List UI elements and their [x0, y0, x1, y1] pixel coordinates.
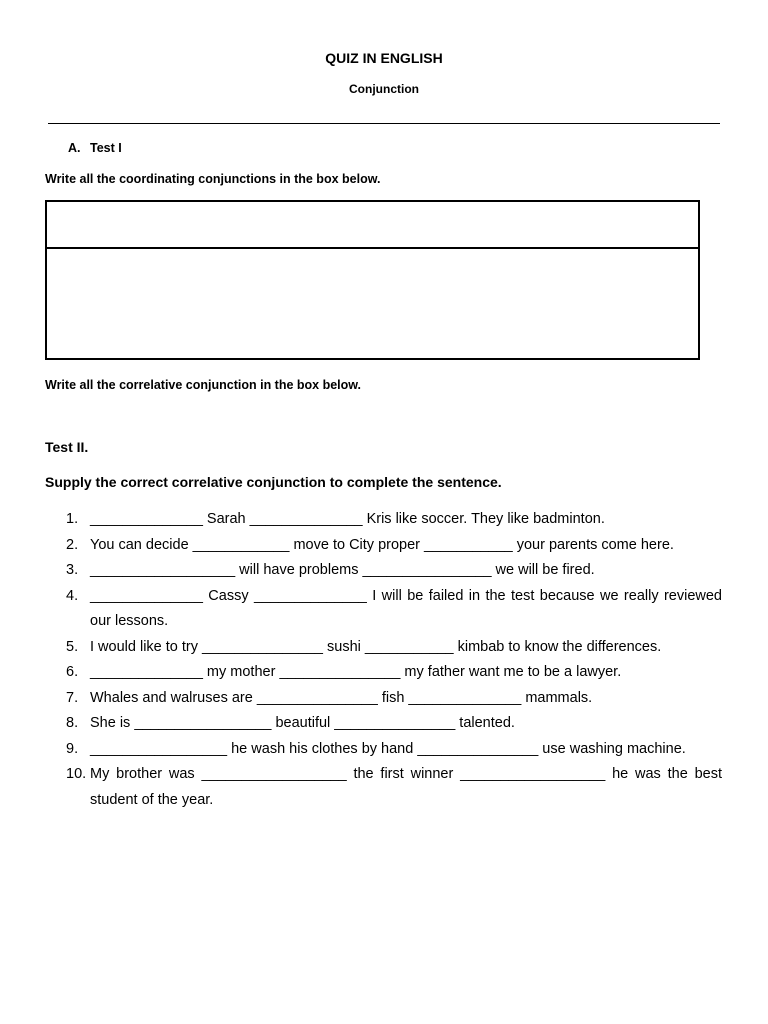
question-text: ______________ Cassy ______________ I will be failed in the test because we really reviewed our lessons.	[90, 587, 722, 629]
question-number: 4.	[66, 587, 79, 604]
question-text: ______________ Sarah ______________ Kris like soccer. They like badminton.	[90, 511, 605, 527]
question-number: 8.	[66, 715, 79, 731]
question-number: 6.	[66, 664, 79, 680]
test1-label: Test I	[90, 141, 122, 155]
test2-heading: Test II.	[45, 439, 89, 455]
question-text: You can decide ____________ move to City proper ___________ your parents come here.	[90, 536, 674, 553]
page-subtitle: Conjunction	[349, 82, 419, 96]
question-item	[45, 686, 722, 712]
answer-box-bottom[interactable]	[45, 247, 700, 360]
question-number: 7.	[66, 689, 79, 706]
question-number: 3.	[66, 562, 79, 578]
question-number: 10.	[66, 766, 87, 782]
question-text: I would like to try _______________ sushi ___________ kimbab to know the differences.	[90, 638, 662, 655]
question-item	[45, 737, 722, 763]
page-title: QUIZ IN ENGLISH	[325, 50, 443, 66]
question-item	[45, 635, 722, 661]
question-list	[45, 507, 722, 813]
test1-letter: A.	[68, 141, 81, 155]
header-divider	[48, 123, 720, 124]
question-item	[45, 711, 722, 737]
test2-instruction: Supply the correct correlative conjunction to complete the sentence.	[45, 474, 502, 490]
answer-box-top[interactable]	[45, 200, 700, 249]
question-text: ______________ my mother _______________ my father want me to be a lawyer.	[90, 664, 622, 680]
question-item	[45, 507, 722, 533]
question-number: 5.	[66, 638, 79, 655]
question-text: __________________ will have problems ________________ we will be fired.	[90, 562, 595, 578]
question-item	[45, 558, 722, 584]
question-text: She is _________________ beautiful _______________ talented.	[90, 715, 515, 731]
question-item	[45, 584, 722, 635]
coordinating-instruction: Write all the coordinating conjunctions in the box below.	[45, 172, 381, 186]
question-number: 9.	[66, 740, 79, 757]
correlative-instruction: Write all the correlative conjunction in the box below.	[45, 378, 362, 392]
question-text: Whales and walruses are _______________ fish ______________ mammals.	[90, 689, 593, 706]
question-number: 1.	[66, 511, 79, 527]
question-item	[45, 660, 722, 686]
test1-heading	[68, 141, 122, 155]
question-number: 2.	[66, 536, 79, 553]
question-item	[45, 762, 722, 813]
question-item	[45, 533, 722, 559]
question-text: My brother was __________________ the first winner __________________ he was the best student of the year.	[90, 766, 722, 808]
question-text: _________________ he wash his clothes by hand _______________ use washing machine.	[90, 740, 686, 757]
